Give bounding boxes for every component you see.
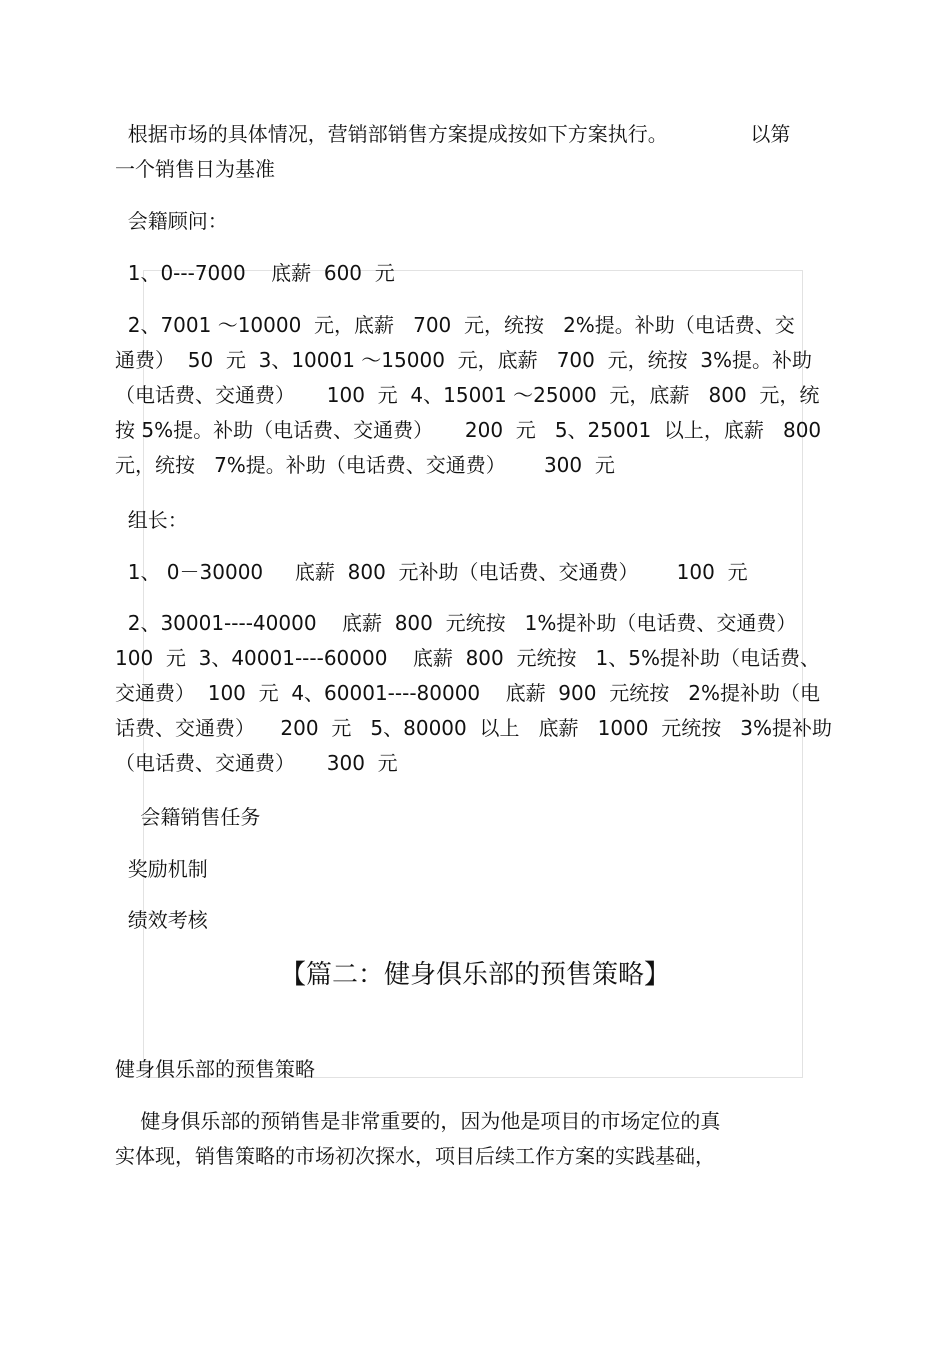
leader-para-line: （电话费、交通费） 300 元: [115, 751, 398, 775]
section-performance: 绩效考核: [115, 908, 208, 932]
consultant-item-1: 1、0---7000 底薪 600 元: [115, 261, 395, 285]
intro-line-1: 根据市场的具体情况，营销部销售方案提成按如下方案执行。 以第: [115, 122, 791, 146]
part-two-body-line-2: 实体现，销售策略的市场初次探水，项目后续工作方案的实践基础，: [115, 1144, 715, 1168]
leader-heading: 组长：: [115, 508, 188, 532]
section-rewards: 奖励机制: [115, 857, 208, 881]
part-two-title: 【篇二：健身俱乐部的预售策略】: [279, 960, 670, 990]
consultant-para-line: 按 5%提。补助（电话费、交通费） 200 元 5、25001 以上，底薪 800: [115, 418, 822, 442]
leader-item-1: 1、 0－30000 底薪 800 元补助（电话费、交通费） 100 元: [115, 560, 748, 584]
leader-para-line: 交通费） 100 元 4、60001----80000 底薪 900 元统按 2%提补助（电: [115, 681, 820, 705]
consultant-heading: 会籍顾问：: [115, 209, 228, 233]
intro-line-2: 一个销售日为基准: [115, 157, 275, 181]
leader-para-line: 2、30001----40000 底薪 800 元统按 1%提补助（电话费、交通费）: [115, 611, 797, 635]
consultant-para-line: 通费） 50 元 3、10001 ～15000 元，底薪 700 元，统按 3%提。补助: [115, 348, 813, 372]
consultant-para-line: （电话费、交通费） 100 元 4、15001 ～25000 元，底薪 800 元，统: [115, 383, 820, 407]
part-two-subtitle: 健身俱乐部的预售策略: [115, 1057, 315, 1081]
leader-para-line: 话费、交通费） 200 元 5、80000 以上 底薪 1000 元统按 3%提补助: [115, 716, 833, 740]
consultant-para-line: 元，统按 7%提。补助（电话费、交通费） 300 元: [115, 453, 615, 477]
part-two-body-line-1: 健身俱乐部的预销售是非常重要的，因为他是项目的市场定位的真: [115, 1109, 721, 1133]
section-sales-tasks: 会籍销售任务: [115, 805, 261, 829]
leader-para-line: 100 元 3、40001----60000 底薪 800 元统按 1、5%提补助（电话费、: [115, 646, 820, 670]
consultant-para-line: 2、7001 ～10000 元，底薪 700 元，统按 2%提。补助（电话费、交: [115, 313, 795, 337]
